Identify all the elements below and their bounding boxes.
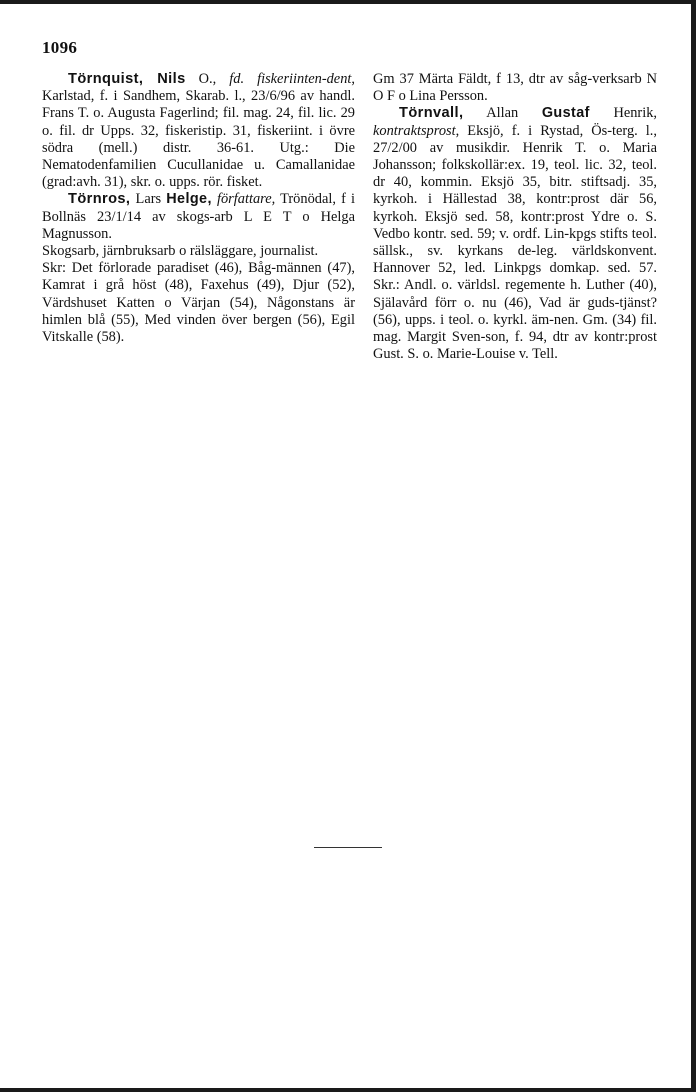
entry-name: Törnquist, Nils [68,71,186,87]
scan-border-top [0,0,696,4]
page-number: 1096 [42,38,78,57]
entry-body: , Eksjö, f. i Rystad, Ös-terg. l., 27/2/00 av musikdir. Henrik T. o. Maria Johansson; folkskollär:ex. 19, teol. lic. 32, teol. dr 40, kommin. Eksjö 35, bitr. stiftsadj. 35, kyrkoh. i Hällestad 38, kontr:prost där 56, kyrkoh. Eksjö sed. 58, kontr:prost Ydre o. S. Vedbo kontr. sed. 59; v. ordf. Lin-kpgs stifts teol. sällsk., sv. kyrkans de-leg. världskonvent. Hannover 52, led. Linkpgs domkap. sed. 57. Skr.: Andl. o. världsl. regemente h. Luther (40), Själavård förr o. nu (46), Vad är guds-tjänst? (56), upps. i teol. o. kyrkl. äm-nen. Gm. (34) fil. mag. Margit Sven-son, f. 94, dtr av kontr:prost Gust. S. o. Marie-Louise v. Tell. [373,122,657,363]
entry-paragraph: Skr: Det förlorade paradiset (46), Båg-männen (47), Kamrat i grå höst (48), Faxehus (49), Djur (52), Värdshuset Katten o Värjan (54), Någonstans är himlen blå (55), Med vinden över bergen (56), Egil Vitskalle (58). [42,260,355,346]
entry-name: Törnros, [68,191,131,208]
entry-title: författare, [211,191,276,208]
section-divider [314,847,382,848]
entry-name: Törnvall, [399,105,464,122]
entry-title: fd. fiskeriinten-dent [229,71,352,87]
entry-body: Trönödal, f i Bollnäs 23/1/14 av skogs-arb L E T o Helga Magnusson. [42,191,356,242]
right-column [373,71,657,363]
entry-title: kontraktsprost [373,122,456,139]
entry-paragraph: Skogsarb, järnbruksarb o rälsläggare, journalist. [42,243,319,260]
entry-tornvall: Törnvall, Allan Gustaf Henrik, kontraktsprost, Eksjö, f. i Rystad, Ös-terg. l., 27/2/00 av musikdir. Henrik T. o. Maria Johansson; folkskollär:ex. 19, teol. lic. 32, teol. dr 40, kommin. Eksjö 35, bitr. stiftsadj. 35, kyrkoh. i Hällestad 38, kontr:prost där 56, kyrkoh. Eksjö sed. 58, kontr:prost Ydre o. S. Vedbo kontr. sed. 59; v. ordf. Lin-kpgs stifts teol. sällsk., sv. kyrkans de-leg. världskonvent. Hannover 52, led. Linkpgs domkap. sed. 57. Skr.: Andl. o. världsl. regemente h. Luther (40), Själavård förr o. nu (46), Vad är guds-tjänst? (56), upps. i teol. o. kyrkl. äm-nen. Gm. (34) fil. mag. Margit Sven-son, f. 94, dtr av kontr:prost Gust. S. o. Marie-Louise v. Tell. [373,105,658,363]
scan-border-right [691,0,696,1092]
entry-body: , Karlstad, f. i Sandhem, Skarab. l., 23/6/96 av handl. Frans T. o. Augusta Fagerlind; fil. mag. 24, fil. lic. 29 o. fil. dr Upps. 32, fiskeristip. 31, fiskeriint. i övre södra (mell.) distr. 36-61. Utg.: Die Nematodenfamilien Cucullanidae u. Camallanidae (grad:avh. 31), skr. o. upps. rör. fisket. [42,71,355,191]
entry-tornros: Törnros, Lars Helge, författare, Trönödal, f i Bollnäs 23/1/14 av skogs-arb L E T o Helga Magnusson. [42,191,356,242]
entry-continuation: Gm 37 Märta Fäldt, f 13, dtr av såg-verksarb N O F o Lina Persson. [373,71,657,105]
scan-border-bottom [0,1088,696,1092]
entry-tornquist: Törnquist, Nils O., fd. fiskeriinten-dent, Karlstad, f. i Sandhem, Skarab. l., 23/6/96 av handl. Frans T. o. Augusta Fagerlind; fil. mag. 24, fil. lic. 29 o. fil. dr Upps. 32, fiskeristip. 31, fiskeriint. i övre södra (mell.) distr. 36-61. Utg.: Die Nematodenfamilien Cucullanidae u. Camallanidae (grad:avh. 31), skr. o. upps. rör. fisket. [42,71,355,191]
left-column [42,71,355,346]
